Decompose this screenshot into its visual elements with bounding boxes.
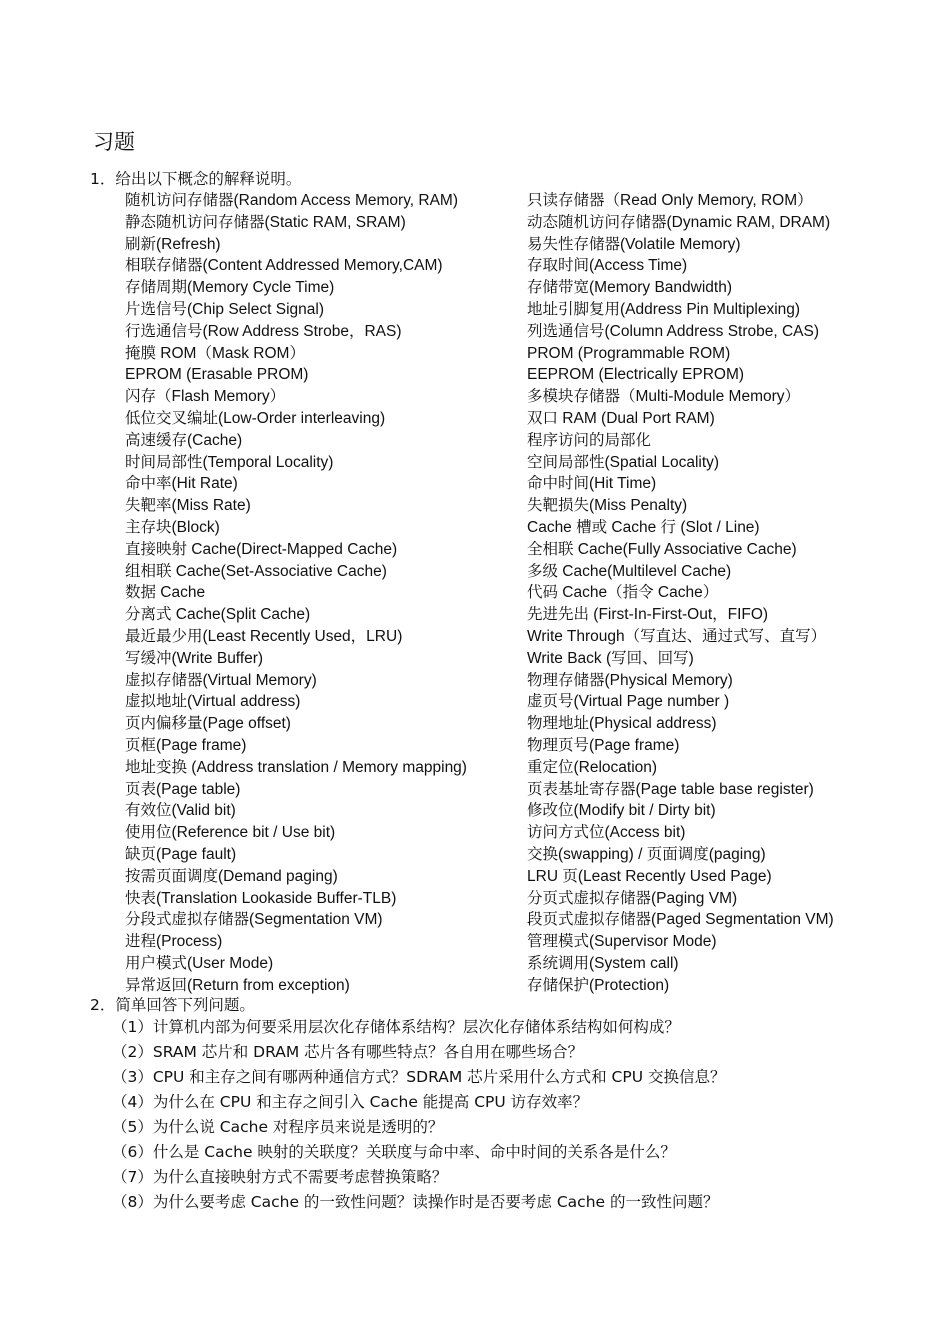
term-item: 全相联 Cache(Fully Associative Cache)	[527, 540, 797, 558]
term-item: 管理模式(Supervisor Mode)	[527, 933, 717, 951]
term-item: 程序访问的局部化	[527, 431, 652, 449]
term-list-left	[125, 190, 467, 996]
term-item: 存储带宽(Memory Bandwidth)	[527, 279, 732, 297]
term-item: 物理页号(Page frame)	[527, 736, 680, 754]
term-item: 直接映射 Cache(Direct-Mapped Cache)	[125, 540, 398, 558]
term-item: 页表(Page table)	[125, 780, 241, 798]
term-item: 命中率(Hit Rate)	[125, 475, 238, 493]
question-item: （2）SRAM 芯片和 DRAM 芯片各有哪些特点？各自用在哪些场合？	[112, 1043, 584, 1061]
term-item: 动态随机访问存储器(Dynamic RAM, DRAM)	[527, 213, 831, 231]
term-item: 静态随机访问存储器(Static RAM, SRAM)	[125, 213, 406, 231]
term-item: 物理存储器(Physical Memory)	[527, 671, 733, 689]
question-2-list	[112, 1015, 726, 1215]
term-item: 失靶损失(Miss Penalty)	[527, 497, 688, 515]
term-item: 多模块存储器（Multi-Module Memory）	[527, 388, 801, 406]
term-item: LRU 页(Least Recently Used Page)	[527, 867, 772, 885]
term-list-right	[527, 190, 834, 996]
term-item: EPROM (Erasable PROM)	[125, 366, 309, 384]
term-item: 分段式虚拟存储器(Segmentation VM)	[125, 911, 383, 929]
question-item: （8）为什么要考虑 Cache 的一致性问题？读操作时是否要考虑 Cache 的一致性问题？	[112, 1193, 719, 1211]
term-item: 异常返回(Return from exception)	[125, 976, 350, 994]
term-item: EEPROM (Electrically EPROM)	[527, 366, 745, 384]
question-item: （7）为什么直接映射方式不需要考虑替换策略？	[112, 1168, 448, 1186]
term-item: 虚拟存储器(Virtual Memory)	[125, 671, 317, 689]
term-item: 高速缓存(Cache)	[125, 431, 243, 449]
term-item: 用户模式(User Mode)	[125, 954, 274, 972]
term-item: 按需页面调度(Demand paging)	[125, 867, 338, 885]
term-item: 缺页(Page fault)	[125, 845, 237, 863]
term-item: 分页式虚拟存储器(Paging VM)	[527, 889, 738, 907]
term-item: 地址变换 (Address translation / Memory mapping)	[125, 758, 467, 776]
term-item: 行选通信号(Row Address Strobe，RAS)	[125, 322, 402, 340]
term-item: 存储保护(Protection)	[527, 976, 670, 994]
term-item: 低位交叉编址(Low-Order interleaving)	[125, 409, 386, 427]
term-item: 物理地址(Physical address)	[527, 715, 717, 733]
term-item: 数据 Cache	[125, 584, 206, 602]
question-item: （1）计算机内部为何要采用层次化存储体系结构？层次化存储体系结构如何构成？	[112, 1018, 680, 1036]
question-item: （6）什么是 Cache 映射的关联度？关联度与命中率、命中时间的关系各是什么？	[112, 1143, 676, 1161]
term-item: 空间局部性(Spatial Locality)	[527, 453, 720, 471]
term-item: 易失性存储器(Volatile Memory)	[527, 235, 741, 253]
term-item: 随机访问存储器(Random Access Memory, RAM)	[125, 192, 459, 209]
question-item: （3）CPU 和主存之间有哪两种通信方式？SDRAM 芯片采用什么方式和 CPU 交换信息？	[112, 1068, 726, 1086]
term-item: 掩膜 ROM（Mask ROM）	[125, 344, 305, 362]
term-item: Write Back (写回、回写)	[527, 649, 694, 667]
term-item: 存取时间(Access Time)	[527, 257, 688, 275]
term-item: 代码 Cache（指令 Cache）	[527, 584, 719, 602]
term-item: 组相联 Cache(Set-Associative Cache)	[125, 562, 387, 580]
term-item: 交换(swapping) / 页面调度(paging)	[527, 845, 766, 863]
page-title: 习题	[93, 130, 135, 154]
term-item: 写缓冲(Write Buffer)	[125, 649, 264, 667]
term-item: 刷新(Refresh)	[125, 235, 221, 253]
term-item: 虚页号(Virtual Page number )	[527, 693, 730, 711]
term-item: 地址引脚复用(Address Pin Multiplexing)	[527, 300, 801, 318]
question-1-heading: 1．给出以下概念的解释说明。	[90, 170, 302, 188]
term-item: Cache 槽或 Cache 行 (Slot / Line)	[527, 518, 760, 536]
term-item: 双口 RAM (Dual Port RAM)	[527, 409, 715, 427]
question-item: （5）为什么说 Cache 对程序员来说是透明的？	[112, 1118, 444, 1136]
term-item: 时间局部性(Temporal Locality)	[125, 453, 334, 471]
question-2-heading: 2．简单回答下列问题。	[90, 996, 255, 1014]
term-item: 快表(Translation Lookaside Buffer-TLB)	[125, 889, 397, 907]
term-item: 闪存（Flash Memory）	[125, 388, 286, 406]
term-item: 访问方式位(Access bit)	[527, 824, 686, 842]
term-item: 命中时间(Hit Time)	[527, 475, 657, 493]
term-item: 相联存储器(Content Addressed Memory,CAM)	[125, 257, 443, 275]
term-item: 虚拟地址(Virtual address)	[125, 693, 301, 711]
term-item: 页内偏移量(Page offset)	[125, 715, 291, 733]
term-item: 页表基址寄存器(Page table base register)	[527, 780, 814, 798]
term-item: 主存块(Block)	[125, 518, 220, 536]
term-item: 存储周期(Memory Cycle Time)	[125, 279, 335, 297]
term-item: 先进先出 (First-In-First-Out，FIFO)	[527, 606, 769, 624]
term-item: 只读存储器（Read Only Memory, ROM）	[527, 192, 813, 209]
term-item: PROM (Programmable ROM)	[527, 344, 731, 362]
term-item: 多级 Cache(Multilevel Cache)	[527, 562, 732, 580]
term-item: 分离式 Cache(Split Cache)	[125, 606, 311, 624]
term-item: 列选通信号(Column Address Strobe, CAS)	[527, 322, 820, 340]
term-item: 片选信号(Chip Select Signal)	[125, 300, 324, 318]
term-item: 使用位(Reference bit / Use bit)	[125, 824, 336, 842]
term-item: 段页式虚拟存储器(Paged Segmentation VM)	[527, 911, 834, 929]
question-item: （4）为什么在 CPU 和主存之间引入 Cache 能提高 CPU 访存效率？	[112, 1093, 589, 1111]
term-item: 重定位(Relocation)	[527, 758, 658, 776]
term-item: Write Through（写直达、通过式写、直写）	[527, 627, 827, 645]
term-item: 最近最少用(Least Recently Used，LRU)	[125, 627, 403, 645]
term-item: 页框(Page frame)	[125, 736, 247, 754]
term-item: 进程(Process)	[125, 933, 223, 951]
term-item: 有效位(Valid bit)	[125, 802, 236, 820]
term-item: 修改位(Modify bit / Dirty bit)	[527, 802, 716, 820]
term-item: 失靶率(Miss Rate)	[125, 497, 251, 515]
term-item: 系统调用(System call)	[527, 954, 679, 972]
